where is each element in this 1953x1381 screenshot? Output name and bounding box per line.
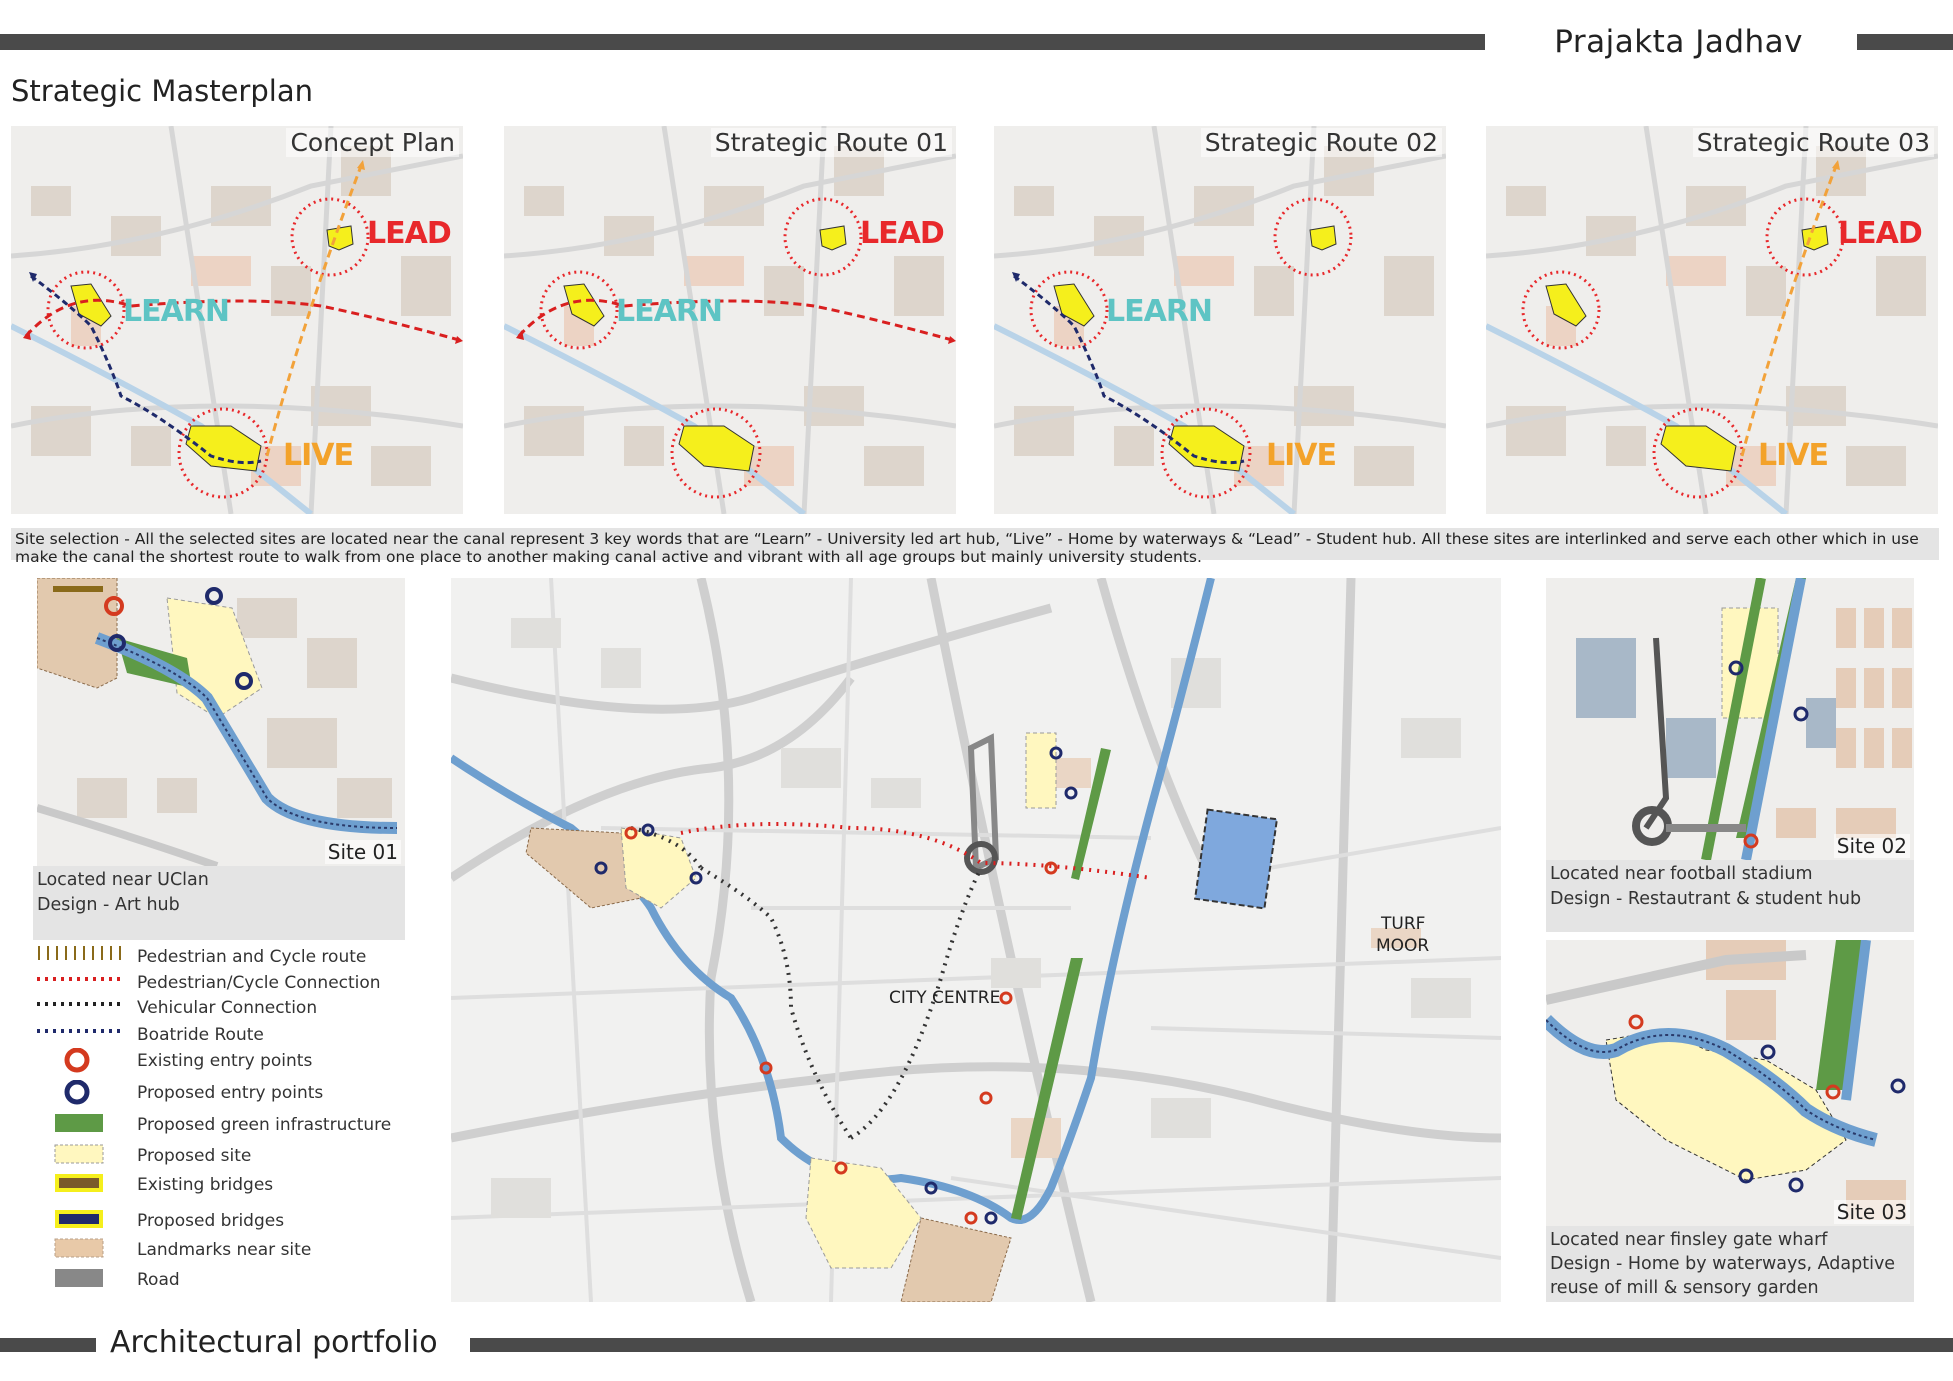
author-name: Prajakta Jadhav	[1554, 24, 1803, 60]
site-03-drawing	[1546, 940, 1914, 1226]
main-map	[451, 578, 1501, 1302]
legend-label: Pedestrian and Cycle route	[137, 947, 367, 967]
legend-item	[37, 970, 437, 996]
site-01-label: Site 01	[325, 840, 401, 864]
site-02-design: Design - Restautrant & student hub	[1550, 889, 1862, 909]
legend-label: Road	[137, 1270, 180, 1290]
legend-label: Proposed entry points	[137, 1083, 324, 1103]
proposed-site-icon	[37, 1143, 127, 1169]
concept-panel-2	[504, 126, 956, 514]
landmark-icon	[37, 1237, 127, 1263]
legend-label: Pedestrian/Cycle Connection	[137, 973, 381, 993]
lead-label: LEAD	[1838, 216, 1922, 251]
lead-label: LEAD	[860, 216, 944, 251]
legend-item	[37, 995, 437, 1021]
legend-item	[37, 1208, 437, 1234]
learn-label: LEARN	[123, 294, 230, 329]
pedestrian-connection-icon	[37, 970, 127, 992]
road-icon	[37, 1267, 127, 1293]
legend-item	[37, 944, 437, 970]
legend-label: Existing bridges	[137, 1175, 274, 1195]
live-label: LIVE	[1758, 438, 1828, 473]
footer-bar-right	[470, 1338, 1953, 1352]
header-bar-left	[0, 34, 1485, 50]
legend-item	[37, 1267, 437, 1293]
page-title: Strategic Masterplan	[11, 74, 313, 108]
concept-panel-4-title: Strategic Route 03	[1693, 128, 1934, 157]
existing-bridge-icon	[37, 1172, 127, 1198]
legend-label: Proposed green infrastructure	[137, 1115, 392, 1135]
legend-item	[37, 1022, 437, 1048]
site-01-drawing	[37, 578, 405, 866]
lead-label: LEAD	[367, 216, 451, 251]
site-03-map	[1546, 940, 1914, 1226]
concept-panel-3	[994, 126, 1446, 514]
legend-item	[37, 1048, 437, 1074]
legend-item	[37, 1143, 437, 1169]
site-01-location: Located near UClan	[37, 870, 209, 890]
legend-label: Landmarks near site	[137, 1240, 312, 1260]
boatride-route-icon	[37, 1022, 127, 1044]
header-bar-right	[1857, 34, 1953, 50]
site-02-info	[1546, 860, 1914, 932]
green-infrastructure-icon	[37, 1112, 127, 1138]
proposed-bridge-icon	[37, 1208, 127, 1234]
concept-panel-2-map	[504, 126, 956, 514]
site-01-map	[37, 578, 405, 866]
legend-item	[37, 1080, 437, 1106]
site-03-label: Site 03	[1834, 1200, 1910, 1224]
vehicular-connection-icon	[37, 995, 127, 1017]
live-label: LIVE	[1266, 438, 1336, 473]
existing-entry-icon	[37, 1048, 127, 1078]
site-01-info	[33, 866, 405, 940]
concept-panel-4-map	[1486, 126, 1938, 514]
concept-panel-4	[1486, 126, 1938, 514]
legend-item	[37, 1112, 437, 1138]
footer-title: Architectural portfolio	[110, 1325, 438, 1360]
site-02-location: Located near football stadium	[1550, 864, 1813, 884]
concept-panel-2-title: Strategic Route 01	[711, 128, 952, 157]
turf-moor-label-line2: MOOR	[1376, 936, 1430, 956]
pedestrian-cycle-route-icon	[37, 944, 127, 966]
site-02-map	[1546, 578, 1914, 860]
concept-panel-1	[11, 126, 463, 514]
legend-item	[37, 1172, 437, 1198]
site-03-design-continued: reuse of mill & sensory garden	[1550, 1278, 1819, 1298]
concept-panel-3-map	[994, 126, 1446, 514]
site-selection-caption: Site selection - All the selected sites are located near the canal represent 3 key words that are “Learn” - University led art hub, “Live” - Home by waterways & “Lead” - Student hub. All these sites are interlinked and serve each other which in use make the canal the shortest route to walk from one place to another making canal active and vibrant with all age groups but mainly university students.	[11, 528, 1939, 560]
legend-item	[37, 1237, 437, 1263]
concept-panel-3-title: Strategic Route 02	[1201, 128, 1442, 157]
site-03-info	[1546, 1226, 1914, 1302]
legend-label: Boatride Route	[137, 1025, 264, 1045]
turf-moor-label-line1: TURF	[1381, 914, 1426, 934]
learn-label: LEARN	[1106, 294, 1213, 329]
site-02-drawing	[1546, 578, 1914, 860]
site-03-design: Design - Home by waterways, Adaptive	[1550, 1254, 1896, 1274]
proposed-entry-icon	[37, 1080, 127, 1110]
site-03-location: Located near finsley gate wharf	[1550, 1230, 1828, 1250]
live-label: LIVE	[283, 438, 353, 473]
legend-label: Existing entry points	[137, 1051, 313, 1071]
learn-label: LEARN	[616, 294, 723, 329]
footer-bar-left	[0, 1338, 96, 1352]
main-map-drawing	[451, 578, 1501, 1302]
legend-label: Vehicular Connection	[137, 998, 318, 1018]
concept-panel-1-title: Concept Plan	[286, 128, 459, 157]
city-centre-label: CITY CENTRE	[889, 988, 1001, 1008]
concept-panel-1-map	[11, 126, 463, 514]
site-01-design: Design - Art hub	[37, 895, 180, 915]
legend-label: Proposed bridges	[137, 1211, 285, 1231]
site-02-label: Site 02	[1834, 834, 1910, 858]
legend-label: Proposed site	[137, 1146, 252, 1166]
